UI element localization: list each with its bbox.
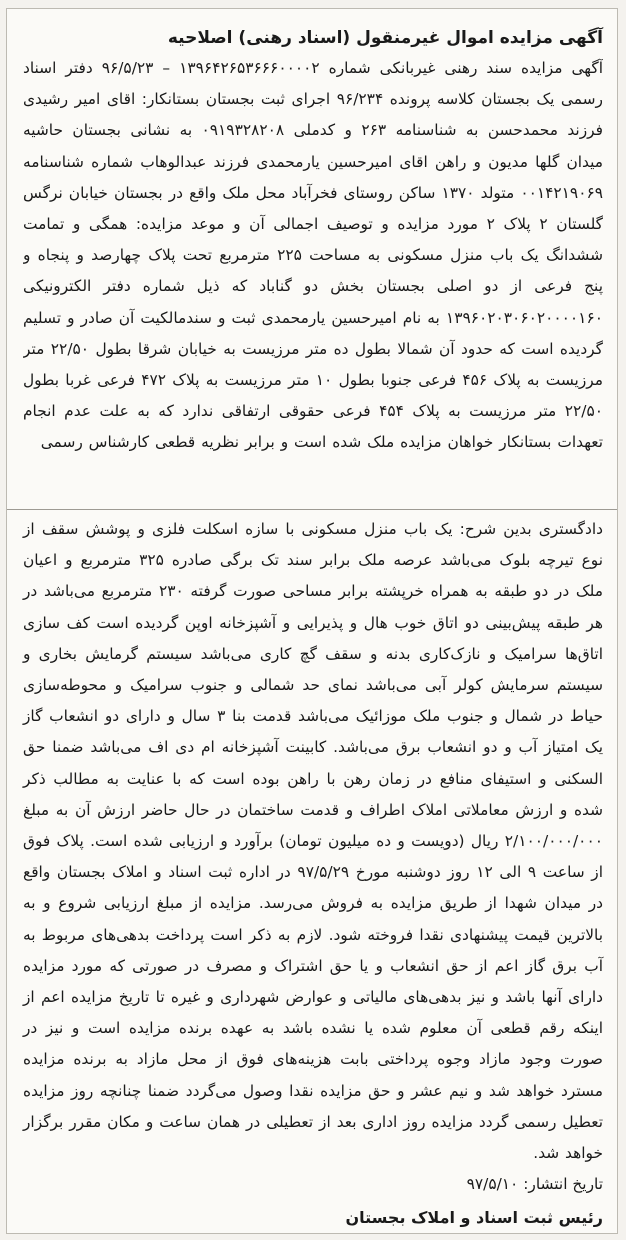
- publish-date-label: تاریخ انتشار:: [523, 1175, 603, 1194]
- signature-line: رئیس ثبت اسناد و املاک بجستان: [345, 1208, 603, 1228]
- notice-page: [6, 8, 618, 1234]
- notice-paragraph-2: دادگستری بدین شرح: یک باب منزل مسکونی با سازه اسکلت فلزی و پوشش سقف از نوع تیرچه بلوک می‌باشد عرصه ملک برابر سند تک برگی صادره ۳۲۵ مترمربع و اعیان ملک در دو طبقه به همراه خرپشته برابر مساحی صورت گرفته ۲۳۰ مترمربع می‌باشد در هر طبقه پیش‌بینی دو اتاق خوب هال و پذیرایی و آشپزخانه اوپن گردیده است کف سازی اتاق‌ها سرامیک و نازک‌کاری بدنه و سقف گچ کاری می‌باشد سیستم گرمایش بخاری و سیستم سرمایش کولر آبی می‌باشد نمای حد شمالی و جنوب سرامیک و محوطه‌سازی حیاط در شمال و جنوب ملک موزائیک می‌باشد قدمت بنا ۳ سال و دارای دو انشعاب گاز یک امتیاز آب و دو انشعاب برق می‌باشد. کابینت آشپزخانه ام دی اف می‌باشد ضمنا حق السکنی و استیفای منافع در زمان رهن با راهن بوده است که با عنایت به مطالب ذکر شده و ارزش معاملاتی املاک اطراف و قدمت ساختمان در حال حاضر ارزش آن به مبلغ ۲/۱۰۰/۰۰۰/۰۰۰ ریال (دویست و ده میلیون تومان) برآورد و ارزیابی شده است. پلاک فوق از ساعت ۹ الی ۱۲ روز دوشنبه مورخ ۹۷/۵/۲۹ در اداره ثبت اسناد و املاک بجستان واقع در میدان شهدا از طریق مزایده به فروش می‌رسد. مزایده از مبلغ ارزیابی شروع و به بالاترین قیمت پیشنهادی نقدا فروخته شود. لازم به ذکر است پرداخت بدهی‌های مربوط به آب برق گاز اعم از حق انشعاب و یا حق اشتراک و مصرف در صورتی که مورد مزایده دارای آنها باشد و نیز بدهی‌های مالیاتی و عوارض شهرداری و غیره تا تاریخ مزایده اعم از اینکه رقم قطعی آن معلوم شده یا نشده باشد به عهده برنده مزایده است و نیز در صورت وجود مازاد وجوه پرداختی بابت هزینه‌های فوق از محل مازاد به برنده مزایده مسترد خواهد شد و نیم عشر و حق مزایده نقدا وصول می‌گردد ضمنا چنانچه روز مزایده تعطیل رسمی گردد مزایده روز اداری بعد از تعطیلی در همان ساعت و مکان مقرر برگزار خواهد شد.: [23, 520, 603, 1163]
- notice-paragraph-1: آگهی مزایده سند رهنی غیربانکی شماره ۱۳۹۶۴۲۶۵۳۶۶۶۰۰۰۰۲ – ۹۶/۵/۲۳ دفتر اسناد رسمی یک بجستان کلاسه پرونده ۹۶/۲۳۴ اجرای ثبت بجستان بستانکار: اقای امیر رشیدی فرزند محمدحسن به شناسنامه ۲۶۳ و کدملی ۰۹۱۹۳۲۸۲۰۸ به نشانی بجستان حاشیه میدان گلها مدیون و راهن اقای امیرحسین یارمحمدی فرزند عبدالوهاب شماره شناسنامه ۰۰۱۴۲۱۹۰۶۹ متولد ۱۳۷۰ ساکن روستای فخرآباد محل ملک واقع در بجستان خیابان نرگس گلستان ۲ پلاک ۲ مورد مزایده و توصیف اجمالی آن و موعد مزایده: همگی و تمامت ششدانگ یک باب منزل مسکونی به مساحت ۲۲۵ مترمربع تحت پلاک چهارصد و پنجاه و پنج فرعی از دو اصلی بجستان بخش دو گناباد که ذیل شماره دفتر الکترونیکی ۱۳۹۶۰۲۰۳۰۶۰۲۰۰۰۰۱۶۰ به نام امیرحسین یارمحمدی ثبت و سندمالکیت آن صادر و تسلیم گردیده است که حدود آن شمالا بطول ده متر مرزیست به خیابان شرقا بطول ۲۲/۵۰ متر مرزیست به پلاک ۴۵۶ فرعی جنوبا بطول ۱۰ متر مرزیست به پلاک ۴۷۲ فرعی غربا بطول ۲۲/۵۰ متر مرزیست به پلاک ۴۵۴ فرعی حقوقی ارتفاقی ندارد که به علت عدم انجام تعهدات بستانکار خواهان مزایده ملک شده است و برابر نظریه قطعی کارشناس رسمی: [23, 59, 603, 452]
- publish-date-line: [23, 1171, 603, 1197]
- column-divider: [7, 509, 617, 510]
- publish-date-value: ۹۷/۵/۱۰: [466, 1175, 519, 1194]
- notice-title: آگهی مزایده اموال غیرمنقول (اسناد رهنی) اصلاحیه: [167, 28, 603, 48]
